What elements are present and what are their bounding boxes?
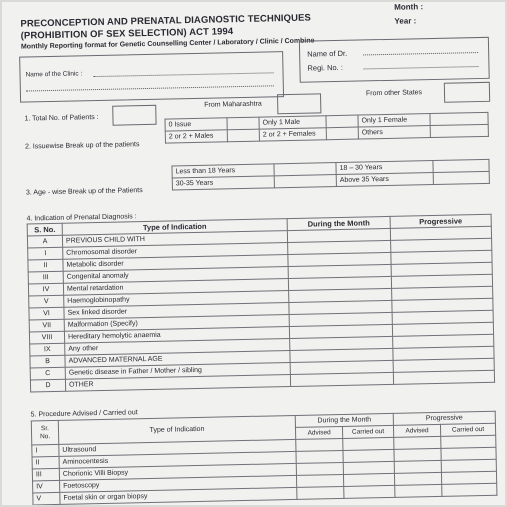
issuewise-value-0-issue[interactable] xyxy=(227,117,259,130)
indication-label: Chromosomal disorder xyxy=(63,243,288,260)
procedure-sno: IV xyxy=(33,480,60,493)
indication-sno: IX xyxy=(30,343,65,356)
issuewise-cell-1-female: Only 1 Female xyxy=(358,114,430,128)
issuewise-cell-0-issue: 0 Issue xyxy=(165,118,227,131)
col-sno: S. No. xyxy=(27,223,62,236)
clinic-name-label: Name of the Clinic : xyxy=(25,70,83,79)
issuewise-cell-others: Others xyxy=(358,126,430,140)
procedure-month-carried-field[interactable] xyxy=(344,485,395,498)
proc-month-advised: Advised xyxy=(295,426,342,439)
indication-sno: V xyxy=(29,295,64,308)
age-value-above-35[interactable] xyxy=(433,171,489,184)
indication-sno: II xyxy=(28,259,63,272)
from-other-states-field[interactable] xyxy=(444,82,490,103)
procedure-heading: 5. Procedure Advised / Carried out xyxy=(30,409,138,419)
total-patients-field[interactable] xyxy=(112,105,156,126)
procedure-month-advised-field[interactable] xyxy=(296,462,343,475)
indication-label: Haemoglobinopathy xyxy=(64,291,289,308)
indication-label: ADVANCED MATERNAL AGE xyxy=(65,351,290,368)
procedure-label: Aminocentesis xyxy=(59,451,296,468)
proc-col-type: Type of Indication xyxy=(58,415,295,444)
col-type-of-indication: Type of Indication xyxy=(62,219,287,236)
procedure-month-carried-field[interactable] xyxy=(343,437,394,450)
month-label: Month : xyxy=(394,2,424,12)
procedure-label: Chorionic Villi Biopsy xyxy=(59,463,296,480)
issuewise-cell-1-male: Only 1 Male xyxy=(259,116,326,129)
indication-heading: 4. Indication of Prenatal Diagnosis : xyxy=(26,213,137,223)
procedure-table xyxy=(31,411,498,505)
age-cell-above-35: Above 35 Years xyxy=(336,173,433,187)
proc-col-during-month: During the Month xyxy=(295,413,393,427)
procedure-prog-advised-field[interactable] xyxy=(394,472,441,485)
indication-sno: III xyxy=(28,271,63,284)
form-page xyxy=(2,2,505,505)
indication-sno: VI xyxy=(29,307,64,320)
form-title-line2: (PROHIBITION OF SEX SELECTION) ACT 1994 xyxy=(20,26,234,42)
indication-label: Mental retardation xyxy=(63,279,288,296)
proc-prog-advised: Advised xyxy=(393,424,440,437)
issuewise-cell-2-males: 2 or 2 + Males xyxy=(165,130,227,143)
procedure-prog-advised-field[interactable] xyxy=(394,436,441,449)
issuewise-value-others[interactable] xyxy=(430,124,488,137)
form-title-line1: PRECONCEPTION AND PRENATAL DIAGNOSTIC TECHNIQUES xyxy=(20,12,312,30)
col-sr-no xyxy=(31,420,58,445)
procedure-prog-advised-field[interactable] xyxy=(395,484,442,497)
procedure-month-advised-field[interactable] xyxy=(296,474,343,487)
indication-label: Genetic disease in Father / Mother / sibling xyxy=(65,363,290,380)
indication-table xyxy=(27,214,495,393)
procedure-prog-carried-field[interactable] xyxy=(442,483,497,496)
procedure-prog-advised-field[interactable] xyxy=(394,460,441,473)
procedure-month-advised-field[interactable] xyxy=(296,450,343,463)
indication-label: Congenital anomaly xyxy=(63,267,288,284)
age-cell-less-18: Less than 18 Years xyxy=(172,164,274,178)
procedure-month-carried-field[interactable] xyxy=(343,449,394,462)
procedure-sno: III xyxy=(32,468,59,481)
procedure-label: Foetal skin or organ biopsy xyxy=(60,487,297,504)
agewise-table xyxy=(171,159,489,191)
indication-label: Metabolic disorder xyxy=(63,255,288,272)
doctor-name-label: Name of Dr. xyxy=(307,48,348,59)
proc-prog-carried: Carried out xyxy=(440,423,495,436)
procedure-label: Ultrasound xyxy=(59,439,296,456)
col-no-label: No. xyxy=(39,432,51,440)
indication-label: Any other xyxy=(65,339,290,356)
indication-label: Hereditary hemolytic anaemia xyxy=(64,327,289,344)
procedure-sno: II xyxy=(32,456,59,469)
doctor-box xyxy=(299,37,490,83)
age-cell-18-30: 18 – 30 Years xyxy=(336,161,433,175)
issuewise-cell-2-females: 2 or 2 + Females xyxy=(259,128,326,141)
indication-sno: B xyxy=(30,355,65,368)
indication-label: Sex linked disorder xyxy=(64,303,289,320)
indication-sno: D xyxy=(30,379,65,392)
issuewise-table xyxy=(164,112,488,144)
procedure-month-carried-field[interactable] xyxy=(343,473,394,486)
indication-label: Malformation (Specify) xyxy=(64,315,289,332)
indication-label: PREVIOUS CHILD WITH xyxy=(62,231,287,248)
from-maharashtra-label: From Maharashtra xyxy=(204,100,262,109)
procedure-month-advised-field[interactable] xyxy=(296,438,343,451)
procedure-month-carried-field[interactable] xyxy=(343,461,394,474)
indication-sno: A xyxy=(27,235,62,248)
regi-no-label: Regi. No. : xyxy=(307,62,343,73)
indication-month-field[interactable] xyxy=(290,372,393,386)
col-sr-label: Sr. xyxy=(40,424,49,432)
procedure-sno: V xyxy=(33,492,60,505)
indication-label: OTHER xyxy=(65,375,290,392)
total-patients-label: 1. Total No. of Patients : xyxy=(24,114,99,123)
indication-sno: IV xyxy=(28,283,63,296)
indication-progressive-field[interactable] xyxy=(393,370,494,384)
procedure-prog-advised-field[interactable] xyxy=(394,448,441,461)
issuewise-value-2-males[interactable] xyxy=(227,129,259,142)
issuewise-label: 2. Issuewise Break up of the patients xyxy=(24,141,140,151)
indication-sno: I xyxy=(28,247,63,260)
age-cell-30-35: 30-35 Years xyxy=(172,176,274,190)
agewise-label: 3. Age - wise Break up of the Patients xyxy=(25,187,143,197)
age-value-30-35[interactable] xyxy=(274,175,336,188)
procedure-month-advised-field[interactable] xyxy=(297,486,344,499)
procedure-sno: I xyxy=(32,444,59,457)
col-progressive: Progressive xyxy=(390,214,491,228)
year-label: Year : xyxy=(394,16,417,26)
issuewise-value-1-male[interactable] xyxy=(326,115,358,128)
issuewise-value-2-females[interactable] xyxy=(326,127,358,140)
indication-sno: VIII xyxy=(29,331,64,344)
from-other-states-label: From other States xyxy=(365,89,423,98)
col-during-month: During the Month xyxy=(287,216,390,230)
indication-sno: C xyxy=(30,367,65,380)
proc-col-progressive: Progressive xyxy=(393,411,495,425)
form-sheet xyxy=(2,2,505,505)
form-subtitle: Monthly Reporting format for Genetic Counselling Center / Laboratory / Clinic / Combine xyxy=(20,37,315,51)
indication-sno: VII xyxy=(29,319,64,332)
proc-month-carried: Carried out xyxy=(342,425,393,438)
from-maharashtra-field[interactable] xyxy=(277,93,321,114)
procedure-label: Foetoscopy xyxy=(60,475,297,492)
